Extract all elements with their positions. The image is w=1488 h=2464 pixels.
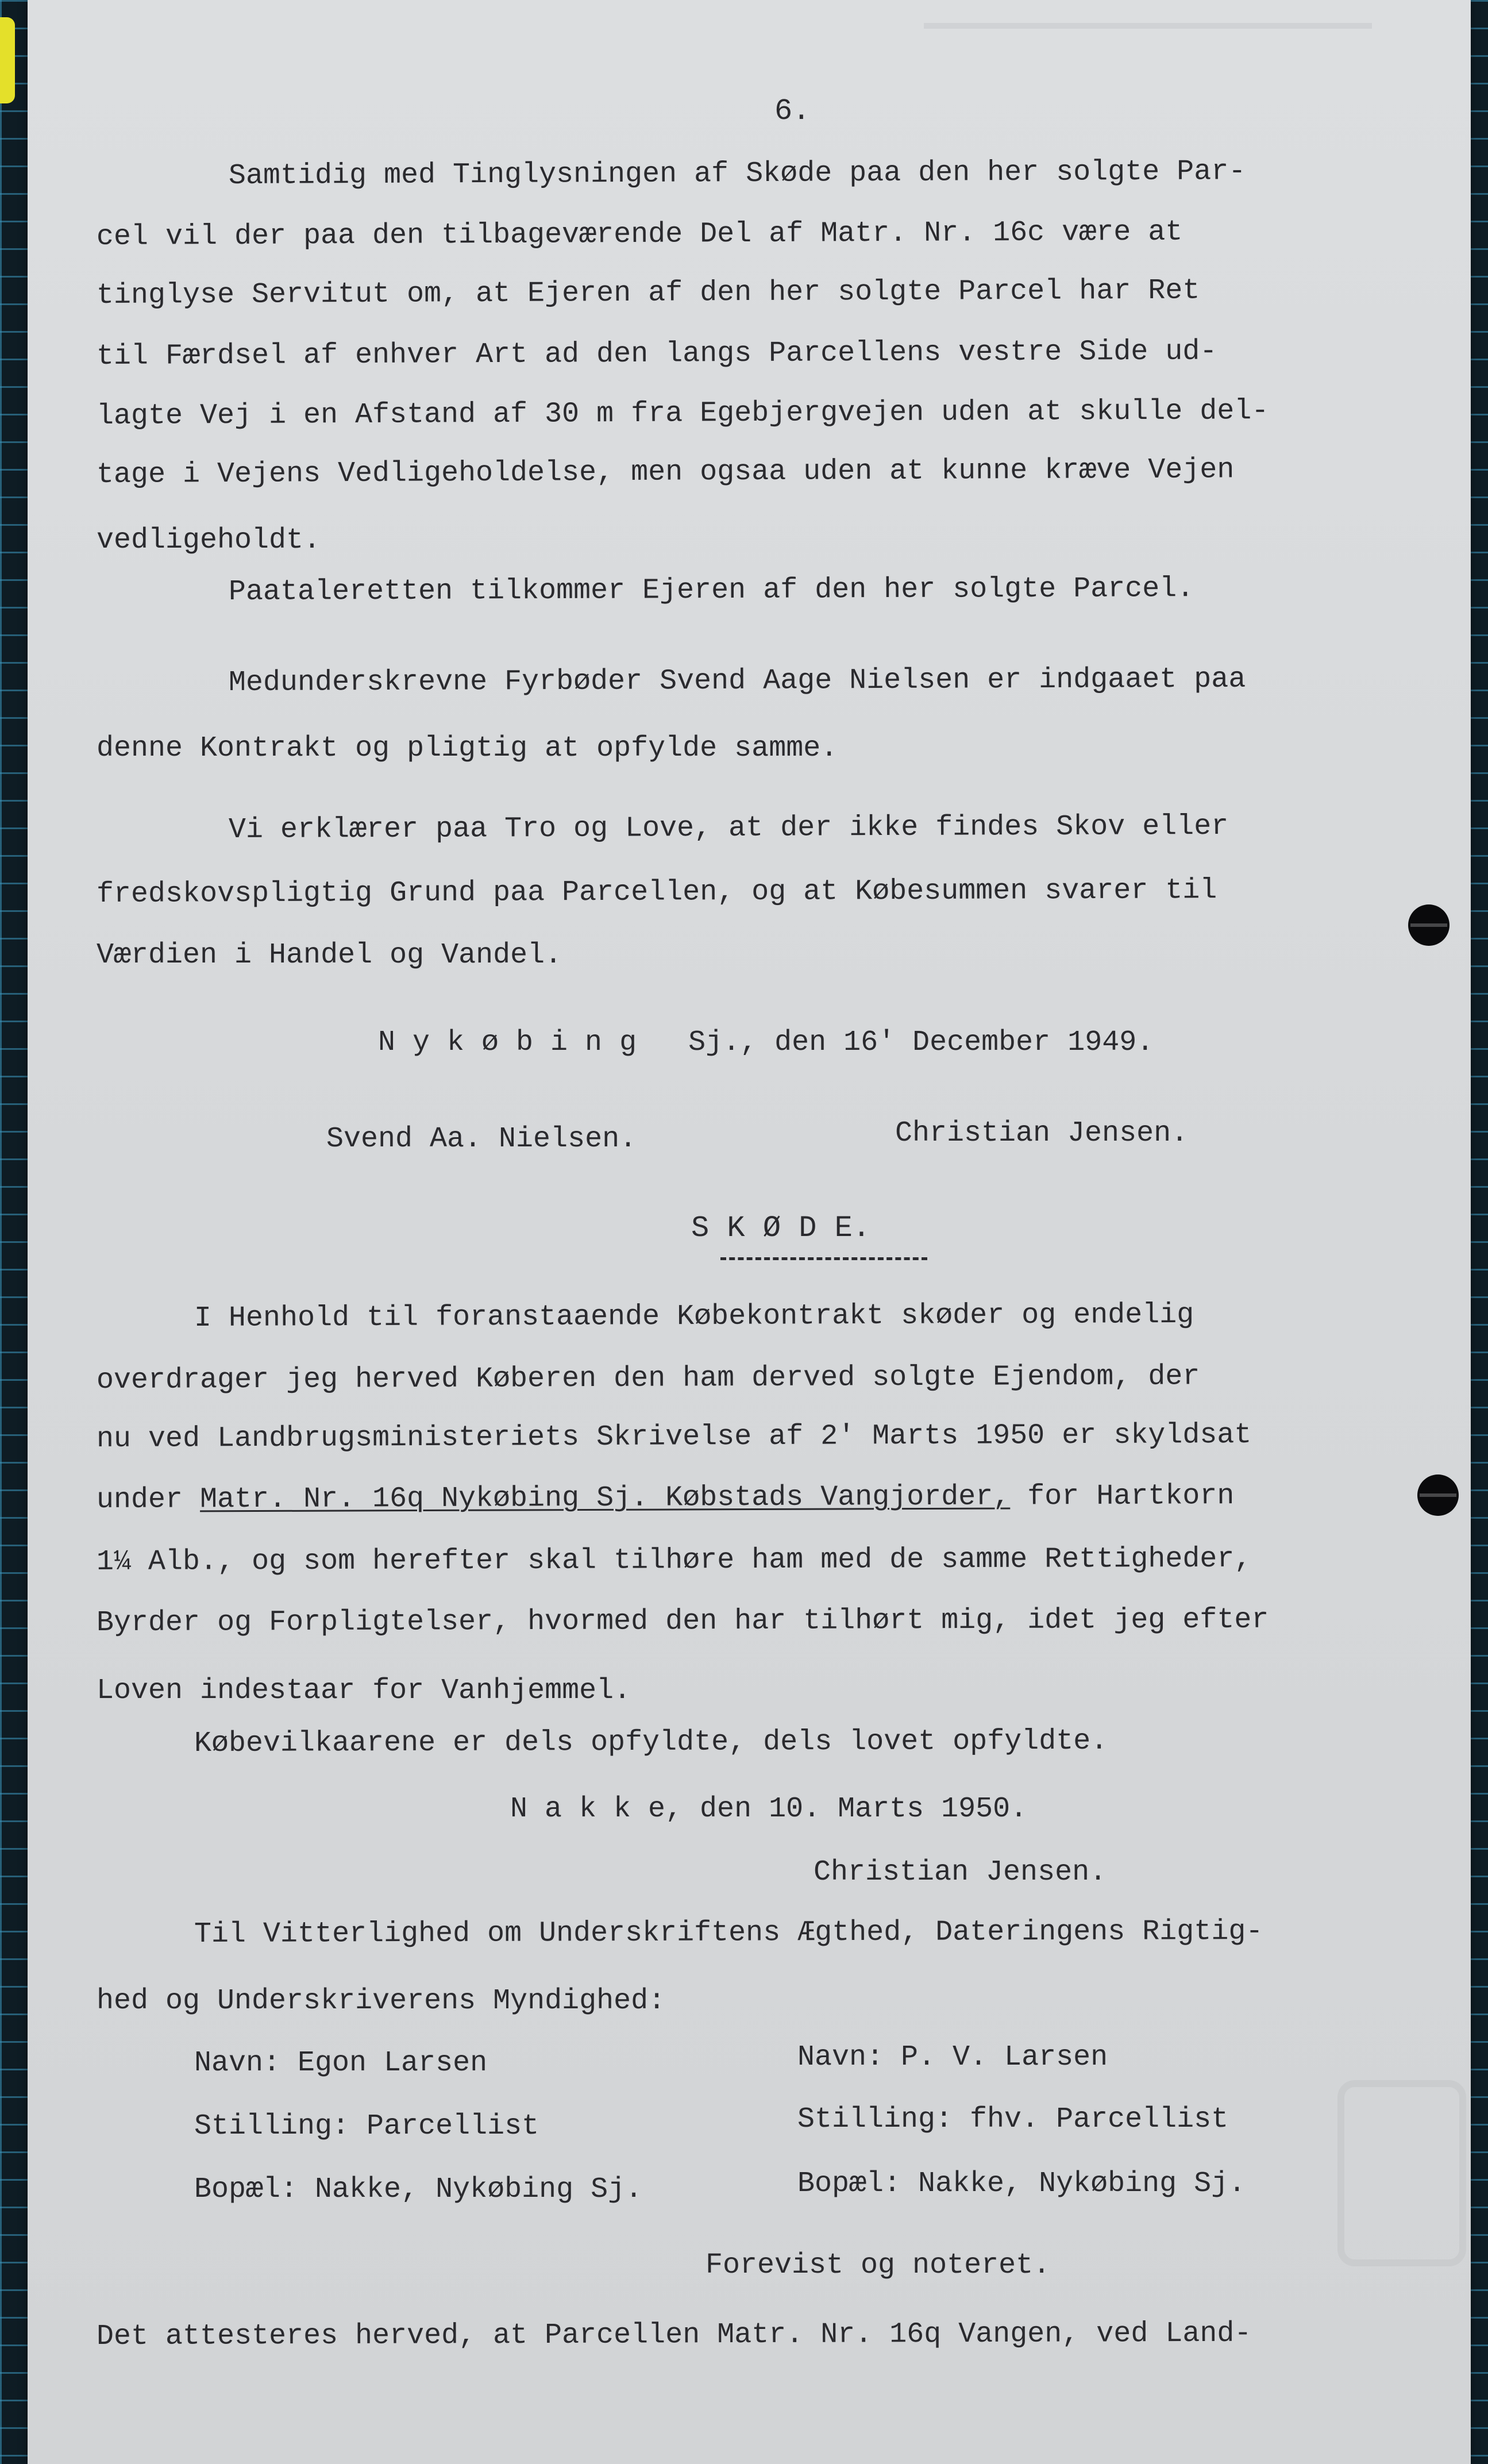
text-line: 1¼ Alb., og som herefter skal tilhøre ham med de samme Rettigheder, (96, 1542, 1252, 1578)
text-line: Samtidig med Tinglysningen af Skøde paa den her solgte Par- (228, 155, 1246, 192)
text-line: Vi erklærer paa Tro og Love, at der ikke findes Skov eller (228, 810, 1229, 846)
text-line: overdrager jeg herved Køberen den ham derved solgte Ejendom, der (96, 1360, 1200, 1397)
text-line-property (97, 1482, 1235, 1515)
text-segment: for Hartkorn (1010, 1480, 1235, 1514)
text-line: denne Kontrakt og pligtig at opfylde samme. (97, 732, 838, 765)
witness-1-position: Stilling: Parcellist (194, 2110, 539, 2143)
document-page (28, 0, 1471, 2464)
heading-underline (720, 1257, 927, 1260)
text-line: Til Vitterlighed om Underskriftens Ægthed, Dateringens Rigtig- (194, 1915, 1263, 1951)
text-line: fredskovspligtig Grund paa Parcellen, og at Købesummen svarer til (96, 874, 1217, 911)
place-date-line: N a k k e, den 10. Marts 1950. (510, 1793, 1028, 1826)
text-line: Medunderskrevne Fyrbøder Svend Aage Nielsen er indgaaet paa (228, 663, 1246, 699)
signature-christian-jensen: Christian Jensen. (814, 1856, 1107, 1889)
place-date-line: N y k ø b i n g Sj., den 16' December 1949. (378, 1026, 1154, 1059)
text-segment: under (96, 1483, 201, 1516)
witness-1-name: Navn: Egon Larsen (194, 2047, 488, 2080)
text-line: Loven indestaar for Vanhjemmel. (97, 1674, 631, 1707)
page-number: 6. (774, 94, 811, 128)
property-reference: Matr. Nr. 16q Nykøbing Sj. Købstads Vangjorder, (199, 1480, 1011, 1516)
witness-1-residence: Bopæl: Nakke, Nykøbing Sj. (194, 2173, 643, 2206)
punch-hole-upper (1408, 904, 1450, 946)
text-line: tinglyse Servitut om, at Ejeren af den her solgte Parcel har Ret (96, 274, 1200, 312)
witness-2-name: Navn: P. V. Larsen (797, 2041, 1108, 2074)
text-line: lagte Vej i en Afstand af 30 m fra Egebjergvejen uden at skulle del- (96, 395, 1269, 433)
punch-hole-lower (1417, 1474, 1459, 1516)
bleed-through-stamp (924, 23, 1372, 80)
signature-christian-jensen: Christian Jensen. (895, 1117, 1189, 1150)
text-line: Værdien i Handel og Vandel. (97, 939, 562, 972)
signature-svend-nielsen: Svend Aa. Nielsen. (326, 1123, 637, 1156)
text-line: Det attesteres herved, at Parcellen Matr. Nr. 16q Vangen, ved Land- (96, 2317, 1252, 2353)
deed-heading: S K Ø D E. (691, 1211, 871, 1245)
terms-line: Købevilkaarene er dels opfyldte, dels lovet opfyldte. (194, 1724, 1108, 1760)
text-line: nu ved Landbrugsministeriets Skrivelse af 2' Marts 1950 er skyldsat (96, 1418, 1252, 1456)
text-line: Byrder og Forpligtelser, hvormed den har tilhørt mig, idet jeg efter (96, 1603, 1269, 1639)
binder-tab (0, 17, 15, 103)
text-line: til Færdsel af enhver Art ad den langs Parcellens vestre Side ud- (96, 335, 1217, 373)
text-line: tage i Vejens Vedligeholdelse, men ogsaa uden at kunne kræve Vejen (96, 453, 1235, 491)
text-line: Paataleretten tilkommer Ejeren af den her solgte Parcel. (228, 572, 1194, 609)
text-line: cel vil der paa den tilbageværende Del af Matr. Nr. 16c være at (96, 215, 1183, 253)
registration-note: Forevist og noteret. (706, 2249, 1051, 2282)
witness-2-position: Stilling: fhv. Parcellist (797, 2103, 1229, 2136)
text-line: I Henhold til foranstaaende Købekontrakt skøder og endelig (194, 1298, 1194, 1335)
text-line: hed og Underskriverens Myndighed: (97, 1985, 666, 2018)
bleed-through-mark (1337, 2080, 1466, 2266)
text-line: vedligeholdt. (97, 524, 321, 557)
witness-2-residence: Bopæl: Nakke, Nykøbing Sj. (797, 2167, 1246, 2200)
